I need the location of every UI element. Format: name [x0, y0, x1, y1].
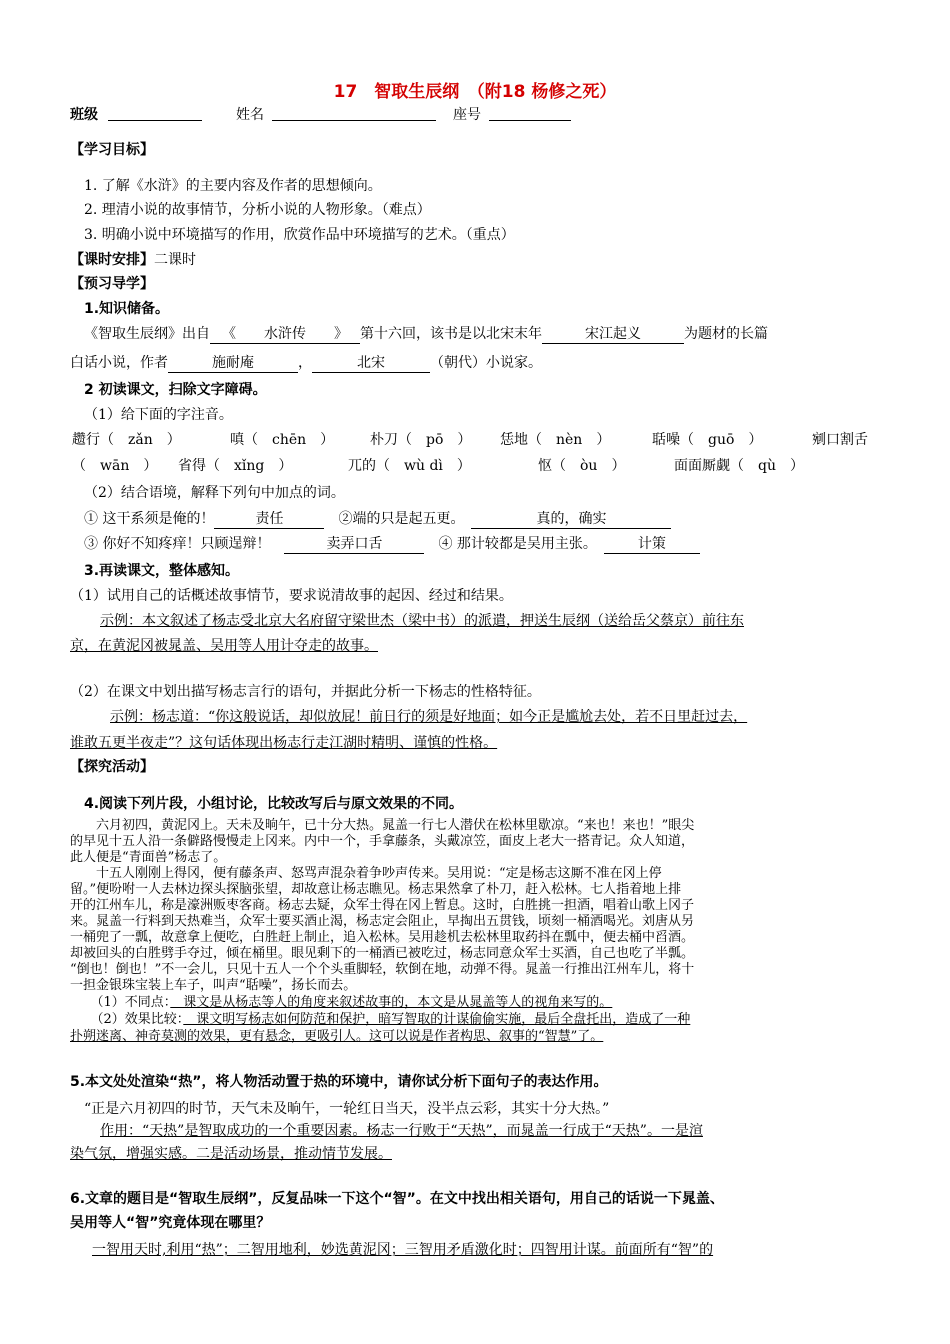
- pinyin-item: 朴刀（ pō ）: [370, 432, 472, 448]
- q3-answer2: 谁敢五更半夜走”？这句话体现出杨志行走江湖时精明、谨慎的性格。: [70, 735, 498, 751]
- words-line2: ③ 你好不知疼痒！只顾逞辩！ 卖弄口舌 ④ 那计较都是吴用主张。 计策: [84, 533, 700, 554]
- page-title: 17 智取生辰纲 （附18 杨修之死）: [333, 82, 617, 102]
- pinyin-item: 恁地（ nèn ）: [500, 432, 611, 448]
- q1-line2: 白话小说，作者 施耐庵 ， 北宋 （朝代）小说家。: [70, 352, 542, 373]
- q6-answer: 一智用天时,利用“热”；二智用地利，妙选黄泥冈；三智用矛盾激化时；四智用计谋。前面所有“智”的: [92, 1242, 714, 1258]
- q4-title: 4.阅读下列片段，小组讨论，比较改写后与原文效果的不同。: [84, 796, 464, 812]
- q3-title: 3.再读课文，整体感知。: [84, 563, 240, 579]
- pinyin-item: （ wān ）: [72, 458, 158, 474]
- q2-sub2: （2）结合语境，解释下列句中加点的词。: [84, 485, 345, 501]
- passage: 六月初四，黄泥冈上。天未及晌午，已十分大热。晁盖一行七人潜伏在松林里歇凉。“来也！来也！”眼尖 的早见十五人沿一条僻路慢慢走上冈来。内中一个，手拿藤条，头戴凉笠，面皮上老大一搭青记。众人知道， 此人便是“青面兽”杨志了。 十五人刚刚上得冈，便有藤条声、怒骂声混杂着争吵声传来。吴用说：“定是杨志这厮不准在冈上停 留。”便吩咐一人去林边探头探脑张望，却故意让杨志瞧见。杨志果然拿了朴刀，赶入松林。七人指着地上排 开的江州车儿，称是濠洲贩枣客商。杨志去疑，众军士得在冈上暂息。这时，白胜挑一担酒，唱着山歌上冈子 来。晁盖一行料到天热难当，众军士要买酒止渴，杨志定会阻止，早掏出五贯钱，顷刻一桶酒喝光。刘唐从另 一桶兜了一瓢，故意拿上便吃，白胜赶上制止，追入松林。吴用趁机去松林里取药抖在瓢中，便去桶中舀酒。 却被回头的白胜劈手夺过，倾在桶里。眼见剩下的一桶酒已被吃过，杨志同意众军士买酒，自己也吃了半瓢。 “倒也！倒也！”不一会儿，只见十五人一个个头重脚轻，软倒在地，动弹不得。晁盖一行推出江州车儿，将十 一担金银珠宝装上车子，叫声“聒噪”，扬长而去。: [70, 818, 695, 993]
- pinyin-item: 嗔（ chēn ）: [230, 432, 335, 448]
- schedule-row: 【课时安排】二课时: [70, 252, 196, 268]
- effect-row: （2）效果比较： 课文明写杨志如何防范和保护，暗写智取的计谋偷偷实施，最后全盘托出，造成了一种: [84, 1012, 691, 1027]
- seat-blank[interactable]: [489, 120, 571, 121]
- q5-quote: “正是六月初四的时节，天气未及晌午，一轮红日当天，没半点云彩，其实十分大热。”: [84, 1101, 610, 1117]
- name-label: 姓名: [236, 107, 264, 123]
- words-line1: ① 这干系须是俺的！ 责任 ②端的只是起五更。 真的，确实: [84, 508, 671, 529]
- q5-answer: 染气氛，增强实感。二是活动场景，推动情节发展。: [70, 1146, 392, 1162]
- q3-answer1: 京，在黄泥冈被晁盖、吴用等人用计夺走的故事。: [70, 638, 378, 654]
- class-blank[interactable]: [108, 120, 202, 121]
- pinyin-item: 兀的（ wù dì ）: [348, 458, 471, 474]
- name-blank[interactable]: [272, 120, 436, 121]
- preview-heading: 【预习导学】: [70, 276, 154, 292]
- pinyin-item: 聒噪（ guō ）: [652, 432, 763, 448]
- q6-title: 吴用等人“智”究竟体现在哪里？: [70, 1215, 271, 1231]
- q6-title: 6.文章的题目是“智取生辰纲”，反复品味一下这个“智”。在文中找出相关语句，用自己的话说一下晁盖、: [70, 1191, 724, 1207]
- pinyin-item: 省得（ xǐng ）: [178, 458, 293, 474]
- pinyin-item: 趱行（ zǎn ）: [72, 432, 181, 448]
- goals-heading: 【学习目标】: [70, 142, 154, 158]
- q5-title: 5.本文处处渲染“热”，将人物活动置于热的环境中，请你试分析下面句子的表达作用。: [70, 1074, 608, 1090]
- goal-item: 3. 明确小说中环境描写的作用，欣赏作品中环境描写的艺术。（重点）: [84, 227, 515, 243]
- q1-line1: 《智取生辰纲》出自 《 水浒传 》 第十六回，该书是以北宋末年 宋江起义 为题材的长篇: [84, 323, 768, 344]
- seat-label: 座号: [453, 107, 481, 123]
- q3-answer2: 示例：杨志道：“你这般说话，却似放屁！前日行的须是好地面；如今正是尴尬去处，若不日里赶过去，: [110, 709, 748, 725]
- pinyin-item: 怄（ òu ）: [538, 458, 626, 474]
- pinyin-item: 剜口割舌: [812, 432, 868, 448]
- q1-title: 1.知识储备。: [84, 301, 170, 317]
- q2-title: 2 初读课文，扫除文字障碍。: [84, 382, 267, 398]
- q2-sub1: （1）给下面的字注音。: [84, 407, 233, 423]
- goal-item: 2. 理清小说的故事情节，分析小说的人物形象。（难点）: [84, 202, 431, 218]
- class-label: 班级: [70, 107, 98, 123]
- explore-heading: 【探究活动】: [70, 759, 154, 775]
- effect-row: 扑朔迷离、神奇莫测的效果，更有悬念，更吸引人。这可以说是作者构思、叙事的“智慧”了。: [70, 1029, 604, 1044]
- q5-answer: 作用：“天热”是智取成功的一个重要因素。杨志一行败于“天热”，而晁盖一行成于“天热”。一是渲: [100, 1123, 703, 1139]
- pinyin-item: 面面厮觑（ qù ）: [674, 458, 804, 474]
- q3-sub2: （2）在课文中划出描写杨志言行的语句，并据此分析一下杨志的性格特征。: [70, 684, 541, 700]
- goal-item: 1. 了解《水浒》的主要内容及作者的思想倾向。: [84, 178, 382, 194]
- q3-answer1: 示例：本文叙述了杨志受北京大名府留守梁世杰（梁中书）的派遣，押送生辰纲（送给岳父蔡京）前往东: [100, 613, 744, 629]
- diff-row: （1）不同点： 课文是从杨志等人的角度来叙述故事的，本文是从晁盖等人的视角来写的。: [84, 995, 613, 1010]
- q3-sub1: （1）试用自己的话概述故事情节，要求说清故事的起因、经过和结果。: [70, 588, 513, 604]
